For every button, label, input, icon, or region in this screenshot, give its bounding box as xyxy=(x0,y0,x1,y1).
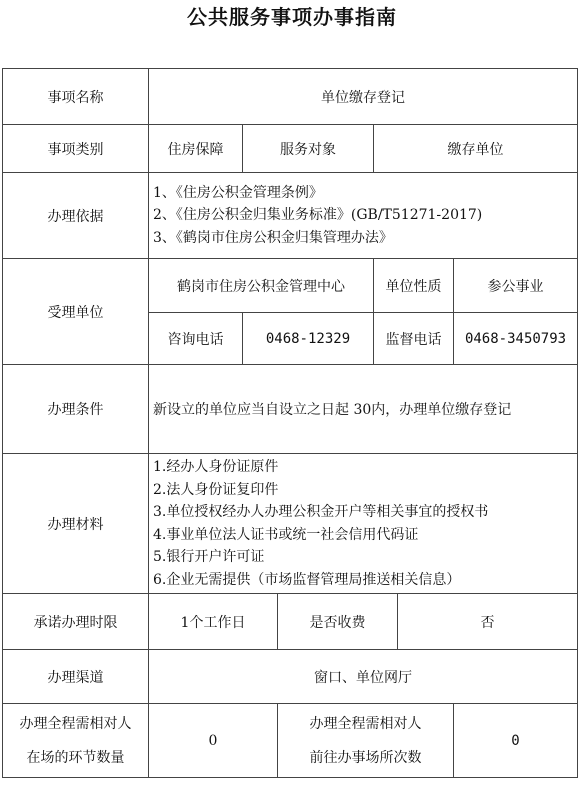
basis-label: 办理依据 xyxy=(3,173,149,259)
basis-line: 3、《鹤岗市住房公积金归集管理办法》 xyxy=(153,229,393,246)
condition-value: 新设立的单位应当自设立之日起 30内，办理单位缴存登记 xyxy=(149,365,578,454)
row-materials xyxy=(3,454,578,594)
visits-value: 0 xyxy=(454,704,578,778)
materials-label: 办理材料 xyxy=(3,454,149,594)
basis-line: 1、《住房公积金管理条例》 xyxy=(153,184,323,201)
row-condition xyxy=(3,365,578,454)
visits-label-line: 前往办事场所次数 xyxy=(309,749,422,766)
supervise-phone-value: 0468-3450793 xyxy=(454,313,578,365)
unit-nature-value: 参公事业 xyxy=(454,259,578,313)
row-unit-1 xyxy=(3,259,578,313)
service-guide-table xyxy=(2,68,578,778)
visits-label-line: 办理全程需相对人 xyxy=(309,715,422,732)
onsite-steps-label-line: 办理全程需相对人 xyxy=(19,715,132,732)
row-basis xyxy=(3,173,578,259)
fee-value: 否 xyxy=(398,594,578,650)
item-name-label: 事项名称 xyxy=(3,69,149,125)
page-title: 公共服务事项办事指南 xyxy=(187,5,397,29)
basis-line: 2、《住房公积金归集业务标准》(GB/T51271-2017) xyxy=(153,207,483,224)
onsite-steps-label xyxy=(3,704,149,778)
material-line: 6.企业无需提供（市场监督管理局推送相关信息） xyxy=(153,571,461,588)
onsite-steps-value: 0 xyxy=(149,704,278,778)
material-line: 3.单位授权经办人办理公积金开户等相关事宜的授权书 xyxy=(153,504,489,520)
materials-list xyxy=(149,454,578,594)
service-target-label: 服务对象 xyxy=(243,125,374,173)
supervise-phone-label: 监督电话 xyxy=(374,313,454,365)
row-item-category xyxy=(3,125,578,173)
consult-phone-label: 咨询电话 xyxy=(149,313,243,365)
row-item-name xyxy=(3,69,578,125)
item-category-label: 事项类别 xyxy=(3,125,149,173)
channel-value: 窗口、单位网厅 xyxy=(149,650,578,704)
row-channel xyxy=(3,650,578,704)
accept-unit-label: 受理单位 xyxy=(3,259,149,365)
time-limit-label: 承诺办理时限 xyxy=(3,594,149,650)
time-limit-value: 1个工作日 xyxy=(149,594,278,650)
consult-phone-value: 0468-12329 xyxy=(243,313,374,365)
channel-label: 办理渠道 xyxy=(3,650,149,704)
item-name-value: 单位缴存登记 xyxy=(149,69,578,125)
material-line: 1.经办人身份证原件 xyxy=(153,459,279,475)
unit-nature-label: 单位性质 xyxy=(374,259,454,313)
item-category-value: 住房保障 xyxy=(149,125,243,173)
row-onsite xyxy=(3,704,578,778)
material-line: 5.银行开户许可证 xyxy=(153,549,265,565)
fee-label: 是否收费 xyxy=(278,594,398,650)
accept-unit-org: 鹤岗市住房公积金管理中心 xyxy=(149,259,374,313)
material-line: 4.事业单位法人证书或统一社会信用代码证 xyxy=(153,526,419,543)
service-target-value: 缴存单位 xyxy=(374,125,578,173)
condition-label: 办理条件 xyxy=(3,365,149,454)
visits-label xyxy=(278,704,454,778)
basis-list xyxy=(149,173,578,259)
material-line: 2.法人身份证复印件 xyxy=(153,481,279,498)
onsite-steps-label-line: 在场的环节数量 xyxy=(26,749,125,766)
row-time xyxy=(3,594,578,650)
